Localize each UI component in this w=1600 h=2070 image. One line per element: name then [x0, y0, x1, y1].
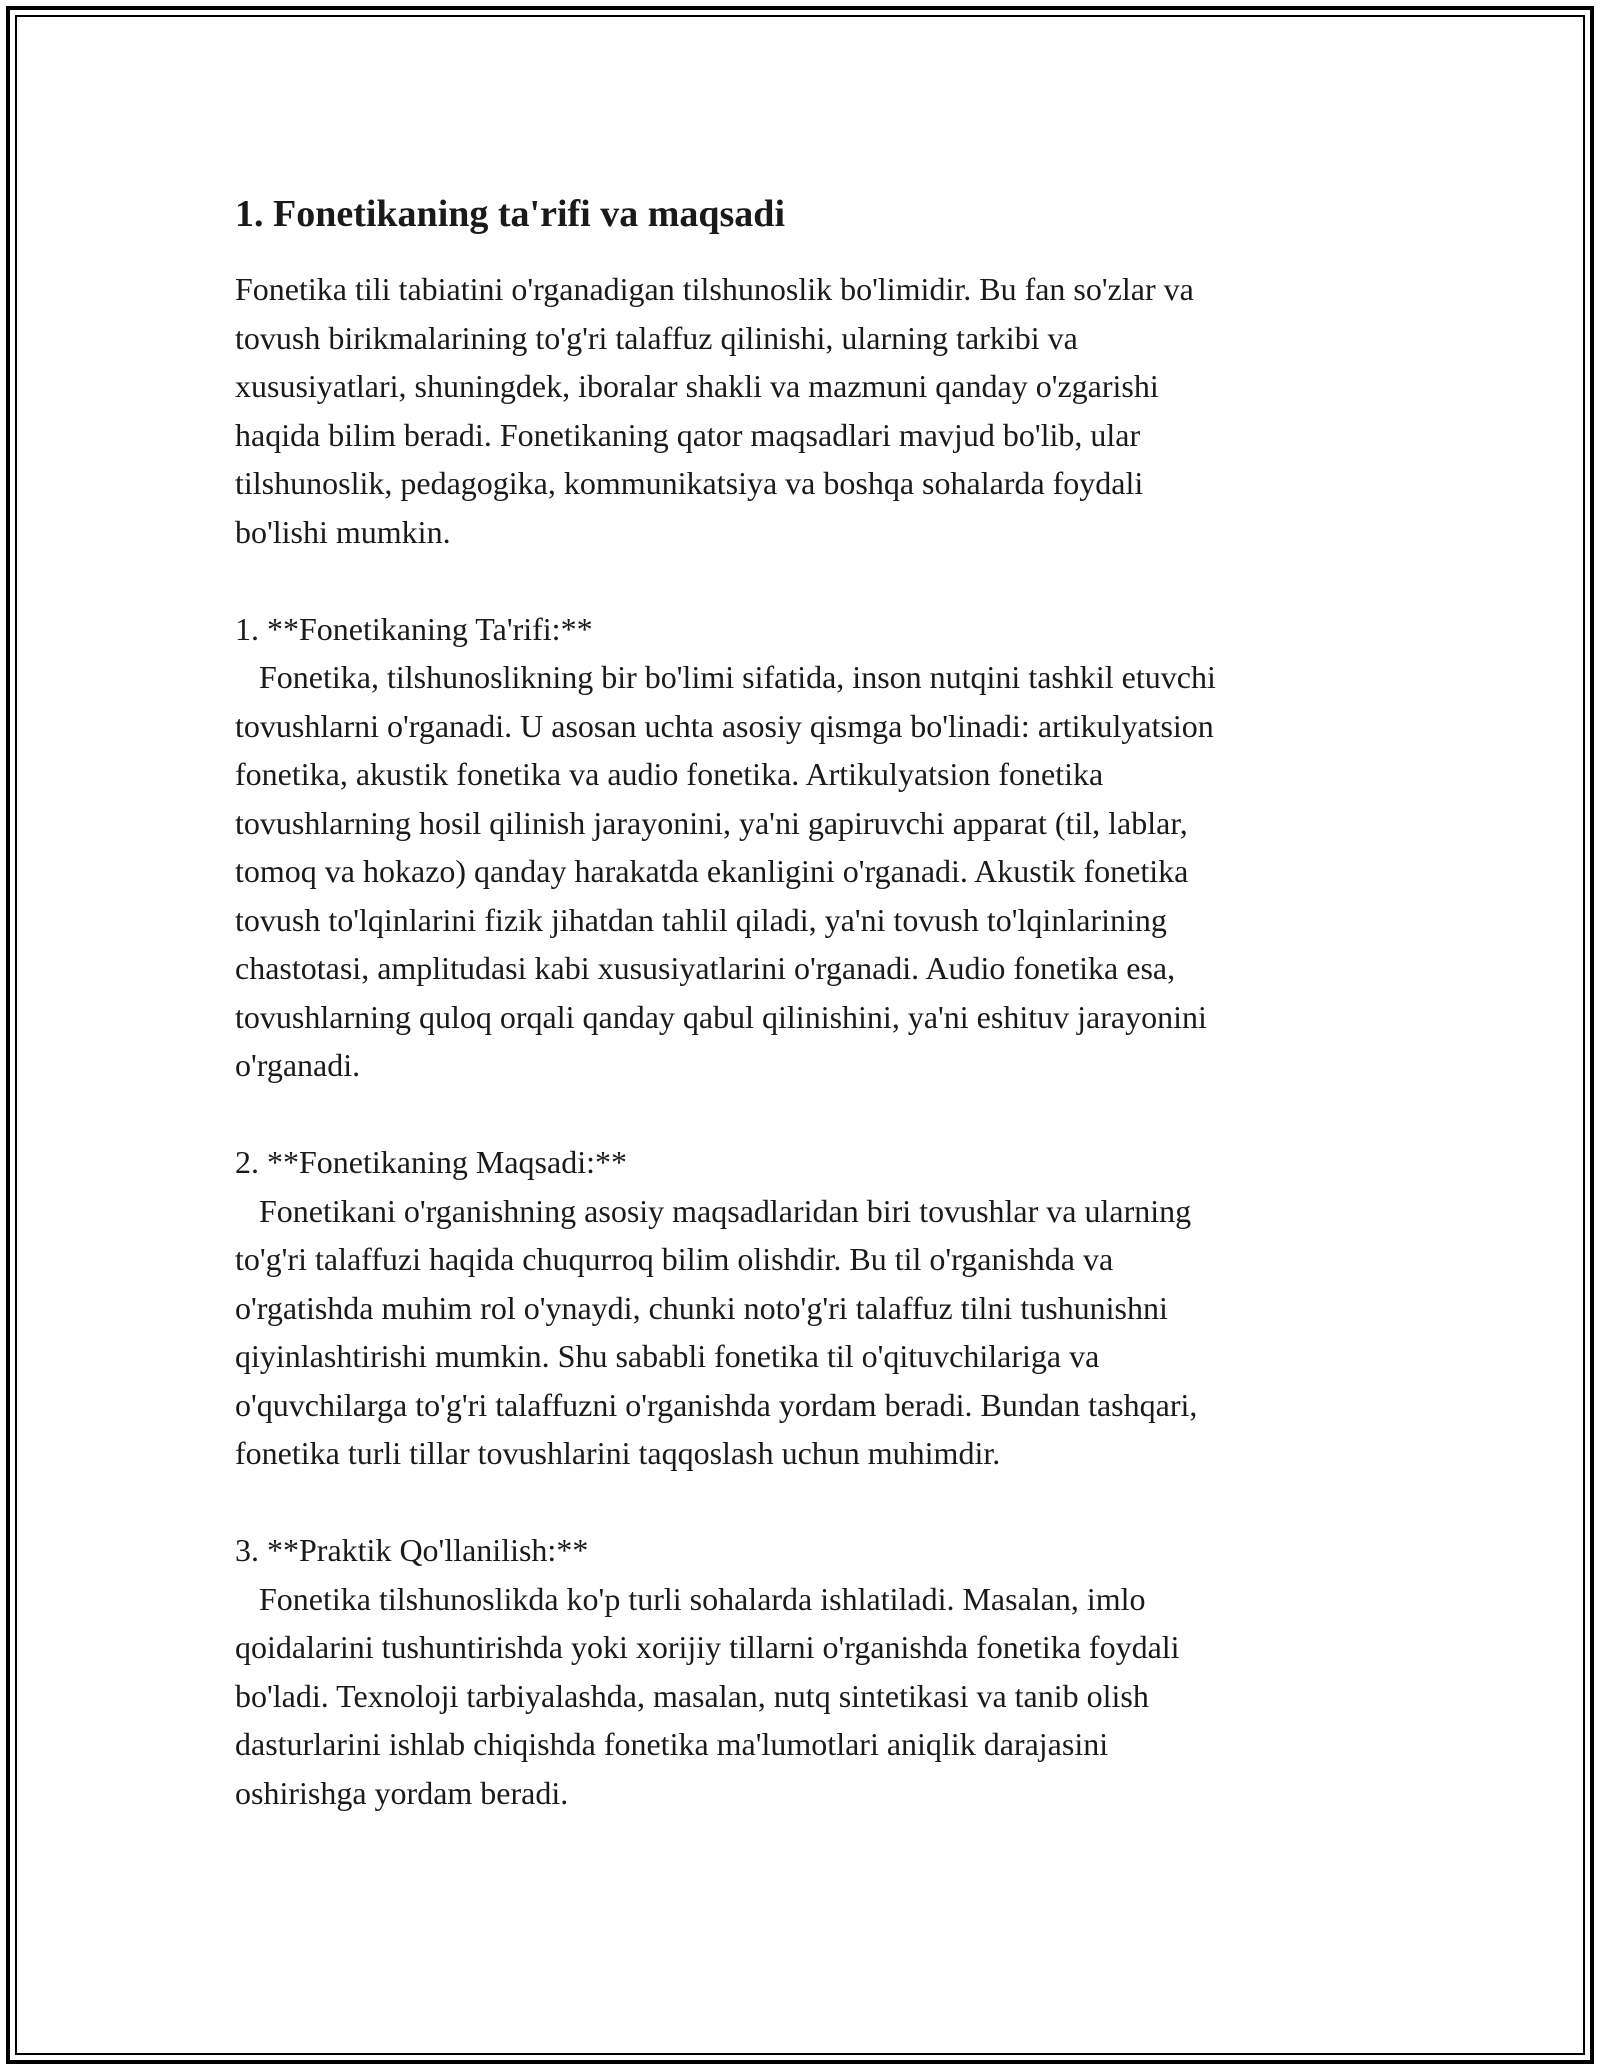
section-title-definition: 1. **Fonetikaning Ta'rifi:** [235, 610, 593, 647]
section-body-definition: Fonetika, tilshunoslikning bir bo'limi sifatida, inson nutqini tashkil etuvchi tovushlarni o'rganadi. U asosan uchta asosiy qismga bo'linadi: artikulyatsion fonetika, akustik fonetika va audio fonetika. Artikulyatsion fonetika tovushlarning hosil qilinish jarayonini, ya'ni gapiruvchi apparat (til, lablar, tomoq va hokazo) qanday harakatda ekanligini o'rganadi. Akustik fonetika tovush to'lqinlarini fizik jihatdan tahlil qiladi, ya'ni tovush to'lqinlarining chastotasi, amplitudasi kabi xususiyatlarini o'rganadi. Audio fonetika esa, tovushlarning quloq orqali qanday qabul qilinishini, ya'ni eshituv jarayonini o'rganadi. [235, 659, 1216, 1083]
paragraph-spacer [235, 1090, 1375, 1139]
section-title-practical: 3. **Praktik Qo'llanilish:** [235, 1532, 589, 1568]
section-body-practical: Fonetika tilshunoslikda ko'p turli sohalarda ishlatiladi. Masalan, imlo qoidalarini tushuntirishda yoki xorijiy tillarni o'rganishda fonetika foydali bo'ladi. Texnoloji tarbiyalashda, masalan, nutq sintetikasi va tanib olish dasturlarini ishlab chiqishda fonetika ma'lumotlari aniqlik darajasini oshirishga yordam beradi. [235, 1580, 1180, 1811]
paragraph-spacer [235, 1478, 1375, 1527]
section-title-purpose: 2. **Fonetikaning Maqsadi:** [235, 1144, 627, 1180]
document-heading: 1. Fonetikaning ta'rifi va maqsadi [235, 193, 785, 235]
intro-paragraph: Fonetika tili tabiatini o'rganadigan tilshunoslik bo'limidir. Bu fan so'zlar va tovush birikmalarining to'g'ri talaffuz qilinishi, ularning tarkibi va xususiyatlari, shuningdek, iboralar shakli va mazmuni qanday o'zgarishi haqida bilim beradi. Fonetikaning qator maqsadlari mavjud bo'lib, ular tilshunoslik, pedagogika, kommunikatsiya va boshqa sohalarda foydali bo'lishi mumkin. [235, 271, 1194, 550]
section-body-purpose: Fonetikani o'rganishning asosiy maqsadlaridan biri tovushlar va ularning to'g'ri talaffuzi haqida chuqurroq bilim olishdir. Bu til o'rganishda va o'rgatishda muhim rol o'ynaydi, chunki noto'g'ri talaffuz tilni tushunishni qiyinlashtirishi mumkin. Shu sababli fonetika til o'qituvchilariga va o'quvchilarga to'g'ri talaffuzni o'rganishda yordam beradi. Bundan tashqari, fonetika turli tillar tovushlarini taqqoslash uchun muhimdir. [235, 1192, 1198, 1471]
document-body [235, 185, 1375, 1817]
paragraph-spacer [235, 556, 1375, 605]
